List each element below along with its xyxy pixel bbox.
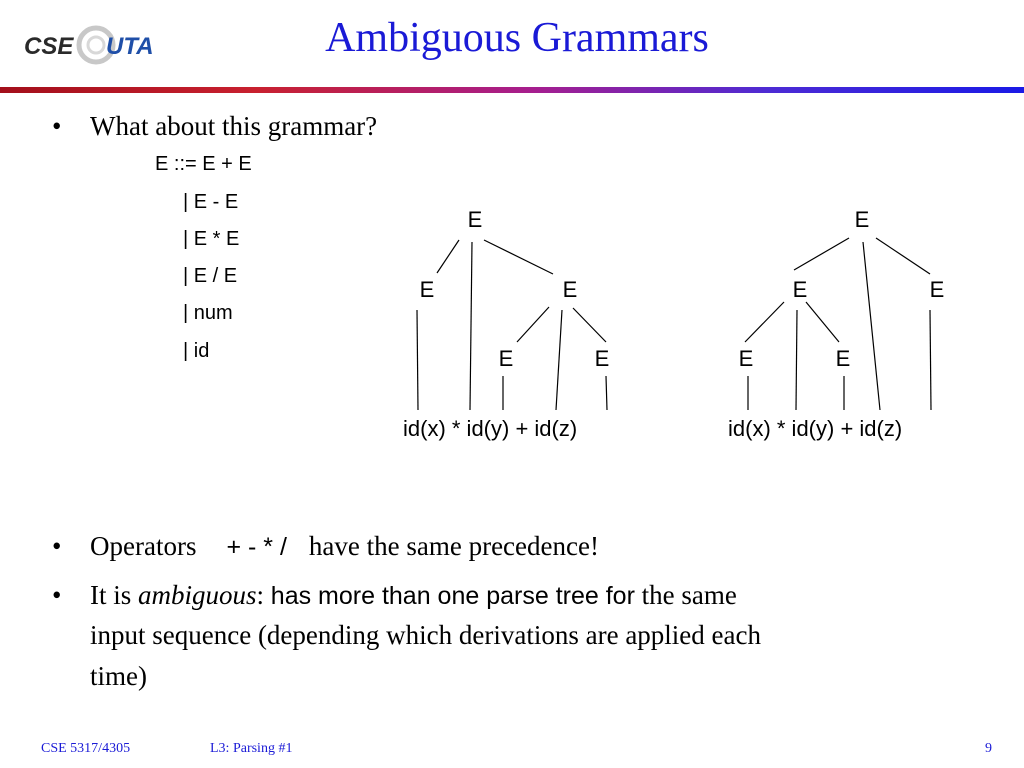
tree-edge [794, 238, 849, 270]
tree-edge [437, 240, 459, 273]
grammar-alt: | E / E [183, 265, 238, 287]
tree-edge [745, 302, 784, 342]
tree-edge [573, 308, 606, 342]
ambiguous-line-2: input sequence (depending which derivations are applied each [90, 620, 761, 650]
tree-node: E [498, 346, 514, 371]
tree-node: E [419, 277, 435, 302]
tree-node: E [594, 346, 610, 371]
operators-tail: have the same precedence! [308, 531, 599, 561]
bullet-ambiguous [90, 576, 970, 615]
tree-leaves: id(x) * id(y) + id(z) [728, 416, 903, 441]
bullet-operators [90, 527, 599, 566]
bullet-dot: • [52, 580, 62, 610]
grammar-alt: | id [183, 340, 210, 362]
footer-lecture: L3: Parsing #1 [210, 741, 293, 756]
tree-node: E [562, 277, 578, 302]
parse-tree-left [403, 207, 609, 441]
logo-uta-text: UTA [106, 33, 154, 60]
ambiguous-lead: It is [90, 580, 132, 610]
tree-edge [417, 310, 418, 410]
ambiguous-same: the same [641, 580, 737, 610]
tree-edge [556, 310, 562, 410]
tree-node: E [467, 207, 483, 232]
tree-node: E [854, 207, 870, 232]
grammar-alt: | num [183, 302, 233, 324]
ambiguous-term: ambiguous [138, 580, 257, 610]
ambiguous-colon: : [256, 580, 265, 610]
tree-node: E [792, 277, 808, 302]
tree-edge [796, 310, 797, 410]
grammar-rule-first: E ::= E + E [155, 153, 252, 175]
bullet-dot: • [52, 531, 62, 561]
logo-cse-text: CSE [24, 33, 74, 60]
operators-symbols: + - * / [226, 533, 287, 561]
bullet-what-about: What about this grammar? [90, 111, 378, 141]
tree-edge [470, 242, 472, 410]
grammar-alt: | E * E [183, 228, 240, 250]
tree-edge [606, 376, 607, 410]
ambiguous-definition: has more than one parse tree for [270, 582, 635, 610]
grammar-alt: | E - E [183, 191, 239, 213]
tree-edge [484, 240, 553, 274]
tree-node: E [835, 346, 851, 371]
ambiguous-line-3: time) [90, 661, 147, 691]
footer-page-number: 9 [985, 741, 992, 756]
bullet-dot: • [52, 111, 62, 141]
tree-edge [930, 310, 931, 410]
tree-edge [863, 242, 880, 410]
parse-tree-right [728, 207, 944, 441]
slide-title: Ambiguous Grammars [325, 15, 709, 61]
tree-edge [517, 307, 549, 342]
tree-edge [876, 238, 930, 274]
tree-node: E [929, 277, 945, 302]
operators-lead: Operators [90, 531, 197, 561]
tree-leaves: id(x) * id(y) + id(z) [403, 416, 578, 441]
footer-course: CSE 5317/4305 [41, 741, 131, 756]
tree-edge [806, 302, 839, 342]
tree-node: E [738, 346, 754, 371]
